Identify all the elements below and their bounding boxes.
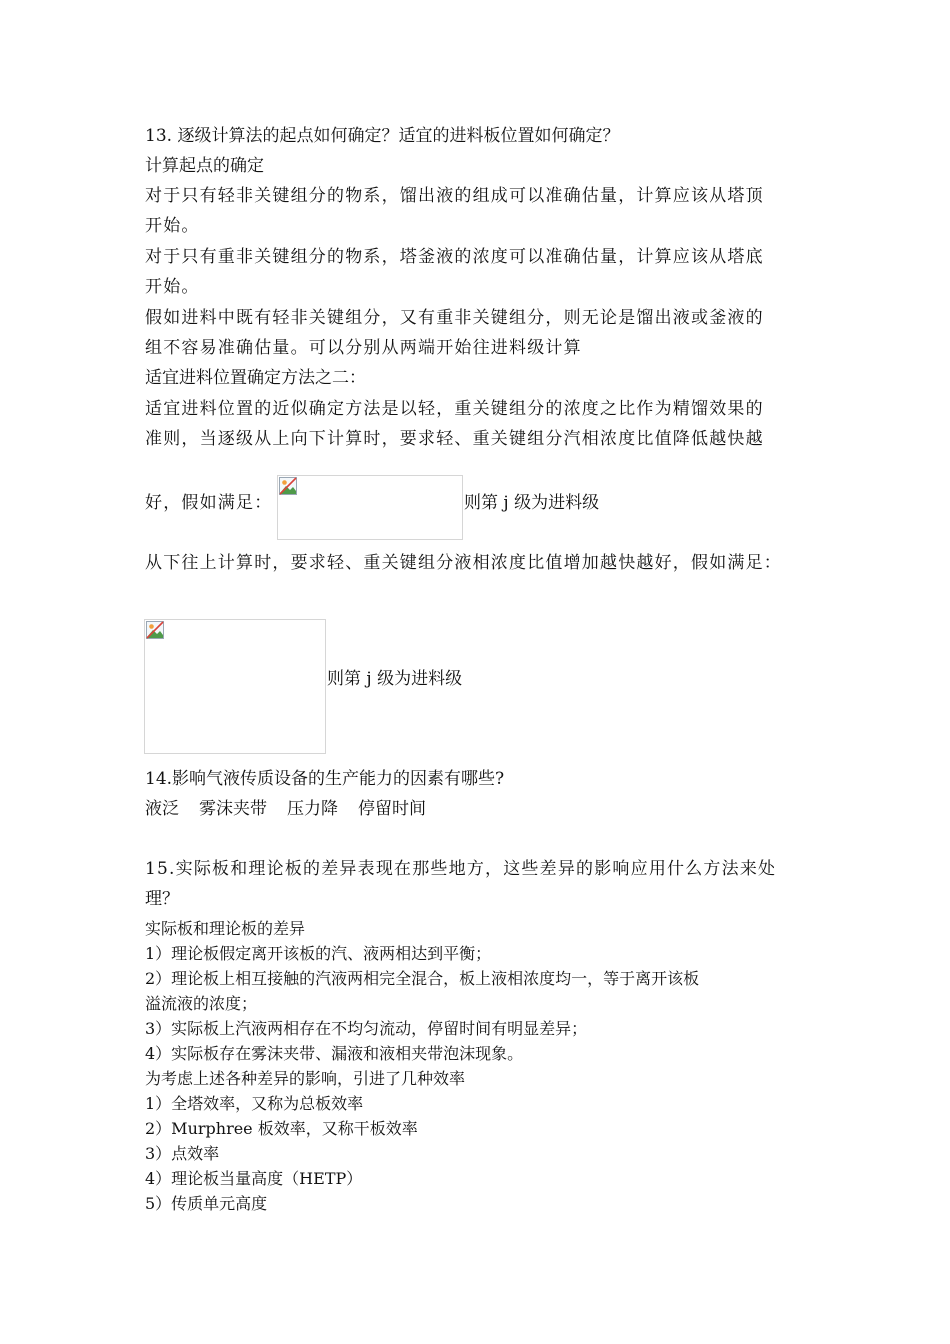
factor-item: 压力降 — [287, 799, 338, 819]
q15-subheading-differences: 实际板和理论板的差异 — [145, 919, 306, 938]
q13-paragraph: 对于只有重非关键组分的物系，塔釜液的浓度可以准确估量，计算应该从塔底 — [145, 247, 764, 267]
factor-item: 雾沫夹带 — [199, 799, 267, 819]
q13-paragraph: 开始。 — [145, 216, 200, 236]
q13-paragraph: 开始。 — [145, 277, 200, 297]
q14-factors — [145, 798, 426, 820]
q15-efficiency-item: 2）Murphree 板效率，又称干板效率 — [145, 1119, 418, 1138]
broken-image-icon — [146, 621, 164, 639]
q15-subheading-efficiency: 为考虑上述各种差异的影响，引进了几种效率 — [145, 1069, 466, 1088]
q15-efficiency-item: 5）传质单元高度 — [145, 1194, 268, 1213]
factor-item: 液泛 — [145, 799, 179, 819]
question-15-title: 15.实际板和理论板的差异表现在那些地方，这些差异的影响应用什么方法来处 — [145, 859, 777, 879]
broken-image-icon — [279, 477, 297, 495]
factor-item: 停留时间 — [358, 799, 426, 819]
q13-paragraph: 对于只有轻非关键组分的物系，馏出液的组成可以准确估量，计算应该从塔顶 — [145, 186, 764, 206]
q13-condition-prefix: 好，假如满足： — [145, 493, 273, 513]
question-13-title: 13. 逐级计算法的起点如何确定？适宜的进料板位置如何确定？ — [145, 126, 620, 146]
q13-condition-suffix: 则第 j 级为进料级 — [464, 493, 600, 513]
q15-list-item: 3）实际板上汽液两相存在不均匀流动，停留时间有明显差异； — [145, 1019, 588, 1038]
question-14-title: 14.影响气液传质设备的生产能力的因素有哪些? — [145, 769, 505, 789]
q15-efficiency-item: 3）点效率 — [145, 1144, 220, 1163]
q13-paragraph: 适宜进料位置的近似确定方法是以轻，重关键组分的浓度之比作为精馏效果的 — [145, 399, 764, 419]
q15-efficiency-item: 4）理论板当量高度（HETP） — [145, 1169, 363, 1188]
q13-paragraph: 组不容易准确估量。可以分别从两端开始往进料级计算 — [145, 338, 582, 358]
question-15-title: 理？ — [145, 889, 179, 909]
q13-subheading-start: 计算起点的确定 — [145, 156, 264, 176]
formula-image-placeholder — [277, 475, 463, 540]
q15-list-item: 溢流液的浓度； — [145, 994, 258, 1013]
formula-image-placeholder — [144, 619, 326, 754]
q13-paragraph: 假如进料中既有轻非关键组分，又有重非关键组分，则无论是馏出液或釜液的 — [145, 308, 764, 328]
q15-list-item: 2）理论板上相互接触的汽液两相完全混合，板上液相浓度均一，等于离开该板 — [145, 969, 700, 988]
q15-efficiency-item: 1）全塔效率，又称为总板效率 — [145, 1094, 364, 1113]
q13-subheading-method: 适宜进料位置确定方法之二： — [145, 368, 366, 388]
q13-paragraph: 准则，当逐级从上向下计算时，要求轻、重关键组分汽相浓度比值降低越快越 — [145, 429, 764, 449]
q15-list-item: 4）实际板存在雾沫夹带、漏液和液相夹带泡沫现象。 — [145, 1044, 524, 1063]
q13-condition-suffix: 则第 j 级为进料级 — [327, 669, 463, 689]
q13-paragraph: 从下往上计算时，要求轻、重关键组分液相浓度比值增加越快越好，假如满足： — [145, 553, 782, 573]
q15-list-item: 1）理论板假定离开该板的汽、液两相达到平衡； — [145, 944, 492, 963]
